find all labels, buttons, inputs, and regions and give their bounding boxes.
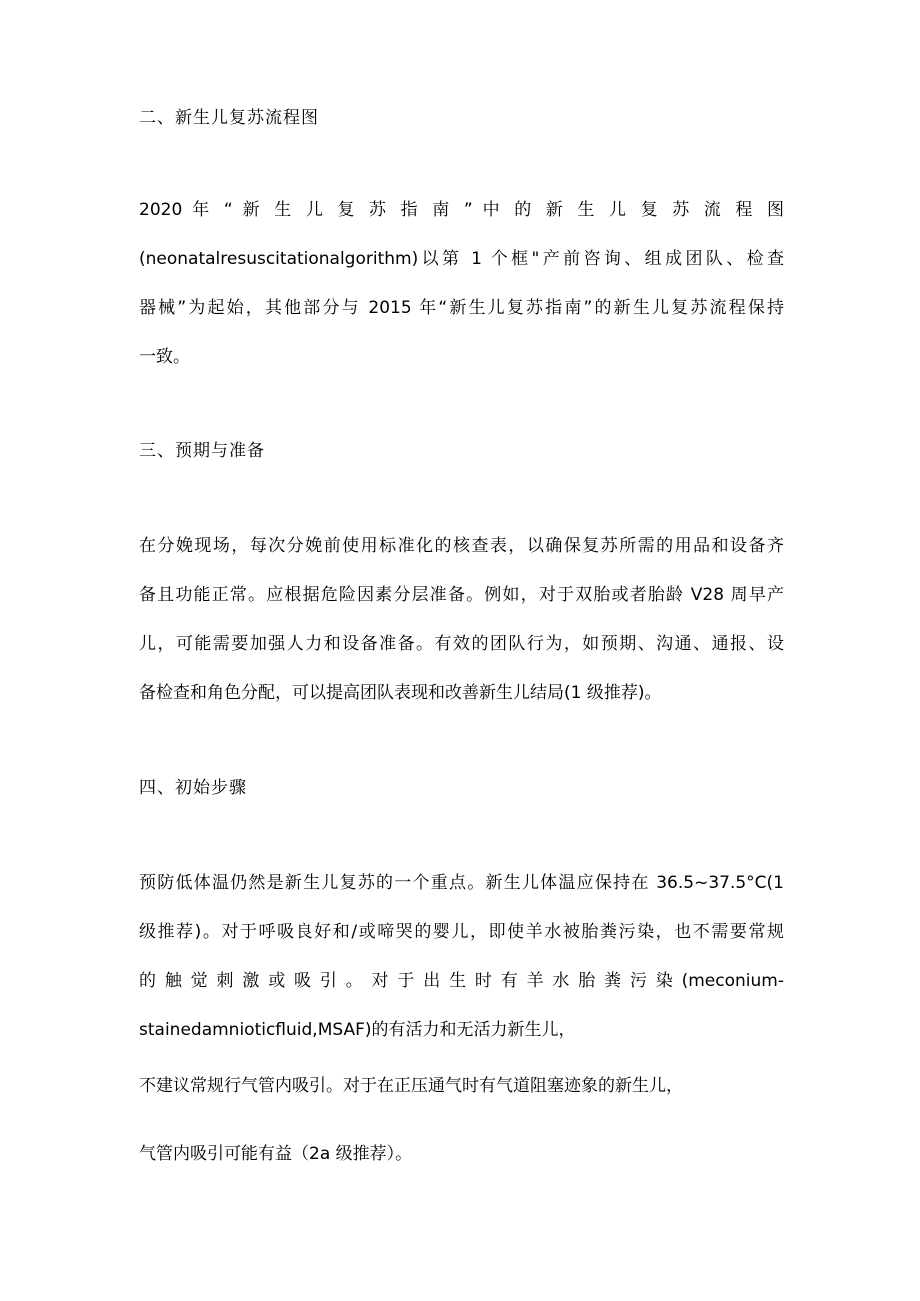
paragraph-line: (neonatalresuscitationalgorithm)以第 1 个框"产前咨询、组成团队、检查 — [139, 249, 784, 269]
section-heading-initial-steps: 四、初始步骤 — [139, 778, 247, 798]
paragraph-line: stainedamnioticfluid,MSAF)的有活力和无活力新生儿， — [139, 1020, 576, 1040]
paragraph-line: 在分娩现场，每次分娩前使用标准化的核查表，以确保复苏所需的用品和设备齐 — [139, 536, 784, 556]
paragraph-line: 预防低体温仍然是新生儿复苏的一个重点。新生儿体温应保持在 36.5~37.5°C(1 — [139, 873, 784, 893]
paragraph-line: 一致。 — [139, 347, 190, 367]
section-heading-preparation: 三、预期与准备 — [139, 441, 265, 461]
section-heading-flowchart: 二、新生儿复苏流程图 — [139, 108, 319, 128]
paragraph-line: 2020 年 “ 新 生 儿 复 苏 指 南 ” 中 的 新 生 儿 复 苏 流 程 图 — [139, 200, 785, 220]
paragraph-line: 不建议常规行气管内吸引。对于在正压通气时有气道阻塞迹象的新生儿， — [139, 1076, 683, 1096]
paragraph-line: 气管内吸引可能有益（2a 级推荐）。 — [139, 1144, 413, 1164]
paragraph-line: 的 触 觉 刺 激 或 吸 引 。 对 于 出 生 时 有 羊 水 胎 粪 污 染 (meconium- — [139, 971, 784, 991]
paragraph-line: 备检查和角色分配，可以提高团队表现和改善新生儿结局(1 级推荐)。 — [139, 683, 662, 703]
paragraph-line: 级推荐)。对于呼吸良好和/或啼哭的婴儿，即使羊水被胎粪污染，也不需要常规 — [139, 922, 784, 942]
paragraph-line: 儿，可能需要加强人力和设备准备。有效的团队行为，如预期、沟通、通报、设 — [139, 634, 784, 654]
paragraph-line: 备且功能正常。应根据危险因素分层准备。例如，对于双胎或者胎龄 V28 周早产 — [139, 585, 784, 605]
paragraph-line: 器械”为起始，其他部分与 2015 年“新生儿复苏指南”的新生儿复苏流程保持 — [139, 298, 784, 318]
